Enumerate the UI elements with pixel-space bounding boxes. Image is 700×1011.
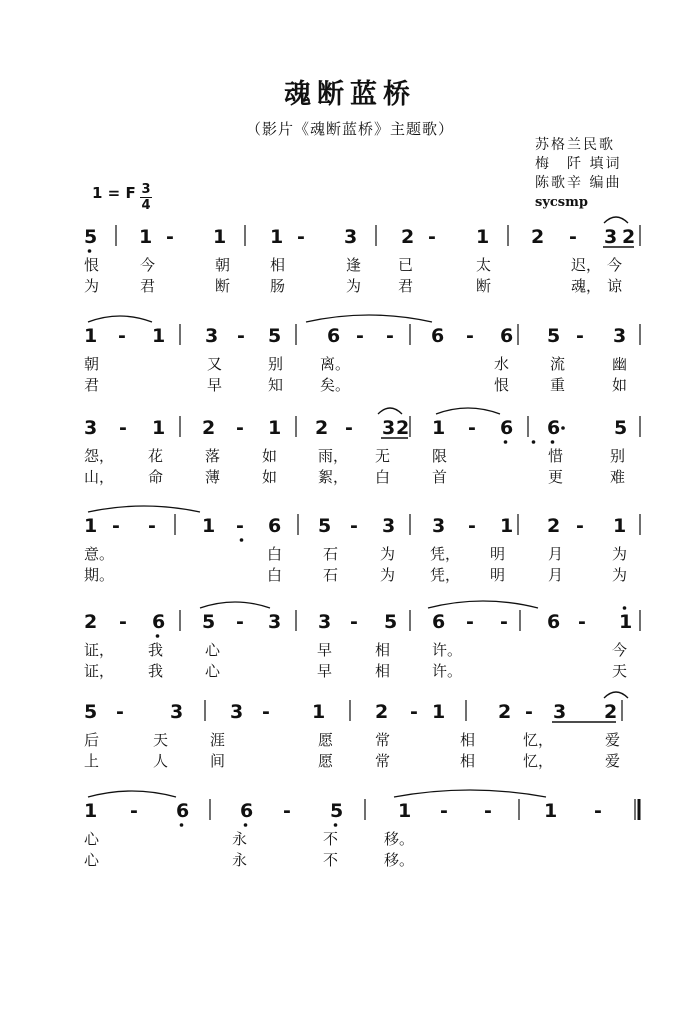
lyric-verse-2: 重 xyxy=(550,376,566,394)
lyric-verse-1: 花 xyxy=(148,447,164,465)
note: 6 xyxy=(240,800,254,822)
lyric-verse-2: 谅 xyxy=(607,277,623,295)
dash-note: - xyxy=(119,611,127,633)
lyric-verse-1: 白 xyxy=(267,545,283,563)
lyric-verse-1: 已 xyxy=(398,256,414,274)
dash-note: - xyxy=(466,611,474,633)
lyric-verse-2: 君 xyxy=(84,376,100,394)
lyric-verse-1: 为 xyxy=(380,545,396,563)
lyric-verse-1: 迟， xyxy=(571,256,602,274)
lyric-verse-1: 水 xyxy=(494,355,510,373)
dash-note: - xyxy=(576,515,584,537)
dash-note: - xyxy=(468,515,476,537)
lyric-verse-1: 心 xyxy=(205,641,221,659)
note: 1 xyxy=(500,515,514,537)
lyric-verse-2: 更 xyxy=(548,468,564,486)
lyric-verse-1: 移。 xyxy=(384,830,415,848)
lyric-verse-1: 相 xyxy=(460,731,476,749)
slur xyxy=(604,217,628,223)
note: 6 xyxy=(268,515,282,537)
note: 2 xyxy=(498,701,512,723)
lyric-verse-1: 落 xyxy=(205,447,221,465)
lyric-verse-1: 限 xyxy=(432,447,448,465)
lyric-verse-1: 别 xyxy=(610,447,626,465)
slur xyxy=(436,408,500,414)
lyric-verse-1: 月 xyxy=(548,545,564,563)
note: 2 xyxy=(547,515,561,537)
lyric-verse-1: 我 xyxy=(148,641,164,659)
dash-note: - xyxy=(569,226,577,248)
lyric-verse-2: 石 xyxy=(323,566,339,584)
octave-dot-low xyxy=(88,249,92,253)
lyric-verse-1: 雨， xyxy=(318,447,349,465)
slur xyxy=(200,602,270,608)
lyric-verse-1: 明 xyxy=(490,545,506,563)
note: 1 xyxy=(268,417,282,439)
lyric-verse-1: 心 xyxy=(84,830,100,848)
note: 6 xyxy=(432,611,446,633)
note: 3 xyxy=(553,701,567,723)
slur xyxy=(88,316,152,322)
slur xyxy=(378,408,402,414)
note: 2 xyxy=(531,226,545,248)
note: 1 xyxy=(476,226,490,248)
lyric-verse-1: 永 xyxy=(232,830,248,848)
lyric-verse-2: 命 xyxy=(148,468,164,486)
note: 5 xyxy=(384,611,398,633)
note: 5 xyxy=(614,417,628,439)
note: 5 xyxy=(202,611,216,633)
note: 1 xyxy=(152,325,166,347)
lyric-verse-1: 意。 xyxy=(84,545,115,563)
dash-note: - xyxy=(468,417,476,439)
lyric-verse-2: 相 xyxy=(460,752,476,770)
lyric-verse-1: 惜 xyxy=(548,447,564,465)
note: 1 xyxy=(432,701,446,723)
dash-note: - xyxy=(356,325,364,347)
lyric-verse-1: 朝 xyxy=(215,256,231,274)
note: 1 xyxy=(84,800,98,822)
lyric-verse-2: 断 xyxy=(476,277,492,295)
dash-note: - xyxy=(297,226,305,248)
note: 1 xyxy=(139,226,153,248)
dash-note: - xyxy=(236,515,244,537)
note: 1 xyxy=(398,800,412,822)
lyric-verse-2: 我 xyxy=(148,662,164,680)
dash-note: - xyxy=(166,226,174,248)
lyric-verse-1: 流 xyxy=(550,355,566,373)
note: 3 xyxy=(205,325,219,347)
note: 3 xyxy=(432,515,446,537)
dash-note: - xyxy=(350,515,358,537)
slur xyxy=(88,791,176,797)
lyric-verse-1: 爱 xyxy=(605,731,621,749)
lyric-verse-1: 天 xyxy=(153,731,169,749)
octave-dot-low xyxy=(504,440,508,444)
lyric-verse-2: 为 xyxy=(346,277,362,295)
lyric-verse-2: 白 xyxy=(267,566,283,584)
dash-note: - xyxy=(386,325,394,347)
lyric-verse-1: 今 xyxy=(607,256,623,274)
lyric-verse-1: 今 xyxy=(140,256,156,274)
dash-note: - xyxy=(237,325,245,347)
lyric-verse-2: 移。 xyxy=(384,851,415,869)
dash-note: - xyxy=(410,701,418,723)
lyric-verse-2: 知 xyxy=(268,376,284,394)
note: 1 xyxy=(312,701,326,723)
key-label: 1 = F xyxy=(92,184,136,202)
note: 5 xyxy=(547,325,561,347)
dash-note: - xyxy=(262,701,270,723)
note: 1 xyxy=(152,417,166,439)
lyric-verse-2: 愿 xyxy=(318,752,334,770)
note: 2 xyxy=(396,417,410,439)
octave-dot-low xyxy=(334,823,338,827)
note: 6 xyxy=(500,325,514,347)
lyric-verse-1: 无 xyxy=(375,447,391,465)
octave-dot-low xyxy=(180,823,184,827)
song-title: 魂断蓝桥 xyxy=(284,79,416,110)
note: 1 xyxy=(544,800,558,822)
note: 6 xyxy=(500,417,514,439)
lyric-verse-2: 为 xyxy=(612,566,628,584)
note: 1 xyxy=(270,226,284,248)
lyric-verse-2: 许。 xyxy=(432,662,463,680)
note: 1 xyxy=(84,515,98,537)
note: 6 xyxy=(327,325,341,347)
note: 1 xyxy=(619,611,633,633)
lyric-verse-1: 离。 xyxy=(320,355,351,373)
lyric-verse-1: 证， xyxy=(84,641,115,659)
lyric-verse-2: 心 xyxy=(84,851,100,869)
note: 5 xyxy=(84,226,98,248)
lyric-verse-1: 相 xyxy=(270,256,286,274)
lyric-verse-2: 君 xyxy=(398,277,414,295)
octave-dot-low xyxy=(156,634,160,638)
lyric-verse-2: 不 xyxy=(323,851,339,869)
credit-lyricist: 梅 阡 填词 xyxy=(535,156,622,172)
lyric-verse-1: 相 xyxy=(375,641,391,659)
lyric-verse-1: 怨， xyxy=(84,447,115,465)
note: 3 xyxy=(318,611,332,633)
note: 5 xyxy=(318,515,332,537)
lyric-verse-2: 薄 xyxy=(205,468,221,486)
octave-dot-low xyxy=(240,538,244,542)
lyric-verse-2: 君 xyxy=(140,277,156,295)
lyric-verse-1: 恨 xyxy=(84,256,100,274)
lyric-verse-1: 忆， xyxy=(523,731,554,749)
dash-note: - xyxy=(236,611,244,633)
note: 1 xyxy=(213,226,227,248)
lyric-verse-1: 许。 xyxy=(432,641,463,659)
lyric-verse-2: 早 xyxy=(207,376,223,394)
lyric-verse-2: 间 xyxy=(210,752,226,770)
lyric-verse-2: 絮， xyxy=(318,468,349,486)
lyric-verse-2: 明 xyxy=(490,566,506,584)
lyric-verse-1: 不 xyxy=(323,830,339,848)
note: 3 xyxy=(84,417,98,439)
dash-note: - xyxy=(236,417,244,439)
dash-note: - xyxy=(130,800,138,822)
source-tag: sycsmp xyxy=(535,195,588,210)
note: 3 xyxy=(613,325,627,347)
lyric-verse-2: 如 xyxy=(612,376,628,394)
dash-note: - xyxy=(428,226,436,248)
lyric-verse-2: 证， xyxy=(84,662,115,680)
note: 3 xyxy=(344,226,358,248)
octave-dot-low xyxy=(244,823,248,827)
note: 2 xyxy=(401,226,415,248)
note: 2 xyxy=(604,701,618,723)
dash-note: - xyxy=(119,417,127,439)
dash-note: - xyxy=(466,325,474,347)
lyric-verse-2: 为 xyxy=(84,277,100,295)
note: 3 xyxy=(268,611,282,633)
lyric-verse-2: 相 xyxy=(375,662,391,680)
slur xyxy=(428,601,538,608)
note: 6 xyxy=(547,417,561,439)
note: 2 xyxy=(375,701,389,723)
note: 3 xyxy=(170,701,184,723)
lyric-verse-2: 如 xyxy=(262,468,278,486)
note: 6 xyxy=(431,325,445,347)
note: 5 xyxy=(84,701,98,723)
lyric-verse-2: 首 xyxy=(432,468,448,486)
lyric-verse-2: 爱 xyxy=(605,752,621,770)
lyric-verse-2: 人 xyxy=(153,752,169,770)
note: 6 xyxy=(176,800,190,822)
lyric-verse-2: 月 xyxy=(548,566,564,584)
dash-note: - xyxy=(345,417,353,439)
octave-dot-high xyxy=(623,606,627,610)
dash-note: - xyxy=(148,515,156,537)
dash-note: - xyxy=(118,325,126,347)
note: 3 xyxy=(382,515,396,537)
lyric-verse-1: 凭， xyxy=(430,545,461,563)
note: 3 xyxy=(604,226,618,248)
dash-note: - xyxy=(283,800,291,822)
lyric-verse-2: 心 xyxy=(205,662,221,680)
lyric-verse-2: 恨 xyxy=(494,376,510,394)
lyric-verse-1: 早 xyxy=(317,641,333,659)
lyric-verse-1: 涯 xyxy=(210,731,226,749)
lyric-verse-2: 早 xyxy=(317,662,333,680)
note: 6 xyxy=(152,611,166,633)
octave-dot-low xyxy=(551,440,555,444)
note: 1 xyxy=(432,417,446,439)
lyric-verse-2: 忆， xyxy=(523,752,554,770)
note: 2 xyxy=(202,417,216,439)
dash-note: - xyxy=(116,701,124,723)
lyric-verse-2: 凭， xyxy=(430,566,461,584)
note: 5 xyxy=(268,325,282,347)
lyric-verse-1: 今 xyxy=(612,641,628,659)
time-bottom: 4 xyxy=(141,198,151,213)
slur xyxy=(306,315,432,322)
lyric-verse-2: 白 xyxy=(375,468,391,486)
lyric-verse-1: 幽 xyxy=(612,355,628,373)
lyric-verse-2: 期。 xyxy=(84,566,115,584)
lyric-verse-2: 永 xyxy=(232,851,248,869)
lyric-verse-1: 愿 xyxy=(318,731,334,749)
note: 3 xyxy=(230,701,244,723)
song-subtitle: （影片《魂断蓝桥》主题歌） xyxy=(245,120,454,138)
dash-note: - xyxy=(350,611,358,633)
note: 2 xyxy=(622,226,636,248)
note: 1 xyxy=(202,515,216,537)
lyric-verse-1: 常 xyxy=(375,731,391,749)
note: 2 xyxy=(315,417,329,439)
lyric-verse-1: 逢 xyxy=(346,256,362,274)
slur xyxy=(604,692,628,698)
lyric-verse-1: 又 xyxy=(207,355,223,373)
slur xyxy=(394,790,546,797)
dash-note: - xyxy=(578,611,586,633)
lyric-verse-2: 天 xyxy=(612,662,628,680)
lyric-verse-2: 魂， xyxy=(571,277,602,295)
note: 1 xyxy=(613,515,627,537)
octave-dot-low xyxy=(532,440,536,444)
credit-arranger: 陈歌辛 编曲 xyxy=(535,175,622,191)
lyric-verse-1: 别 xyxy=(268,355,284,373)
lyric-verse-2: 上 xyxy=(84,752,100,770)
dash-note: - xyxy=(594,800,602,822)
dash-note: - xyxy=(525,701,533,723)
slur xyxy=(88,506,200,512)
lyric-verse-1: 太 xyxy=(476,256,492,274)
lyric-verse-2: 常 xyxy=(375,752,391,770)
note: 5 xyxy=(330,800,344,822)
lyric-verse-1: 朝 xyxy=(84,355,100,373)
lyric-verse-1: 如 xyxy=(262,447,278,465)
lyric-verse-1: 后 xyxy=(84,731,100,749)
dash-note: - xyxy=(440,800,448,822)
dash-note: - xyxy=(484,800,492,822)
note: 1 xyxy=(84,325,98,347)
lyric-verse-1: 为 xyxy=(612,545,628,563)
lyric-verse-2: 矣。 xyxy=(320,376,351,394)
dash-note: - xyxy=(112,515,120,537)
lyric-verse-2: 为 xyxy=(380,566,396,584)
dash-note: - xyxy=(576,325,584,347)
note: 3 xyxy=(382,417,396,439)
credit-origin: 苏格兰民歌 xyxy=(535,137,615,153)
lyric-verse-2: 难 xyxy=(610,468,626,486)
lyric-verse-2: 断 xyxy=(215,277,231,295)
note: 6 xyxy=(547,611,561,633)
note: 2 xyxy=(84,611,98,633)
lyric-verse-2: 肠 xyxy=(270,277,286,295)
lyric-verse-1: 石 xyxy=(323,545,339,563)
dash-note: - xyxy=(500,611,508,633)
time-top: 3 xyxy=(141,182,151,197)
lyric-verse-2: 山， xyxy=(84,468,115,486)
augmentation-dot xyxy=(561,426,565,430)
